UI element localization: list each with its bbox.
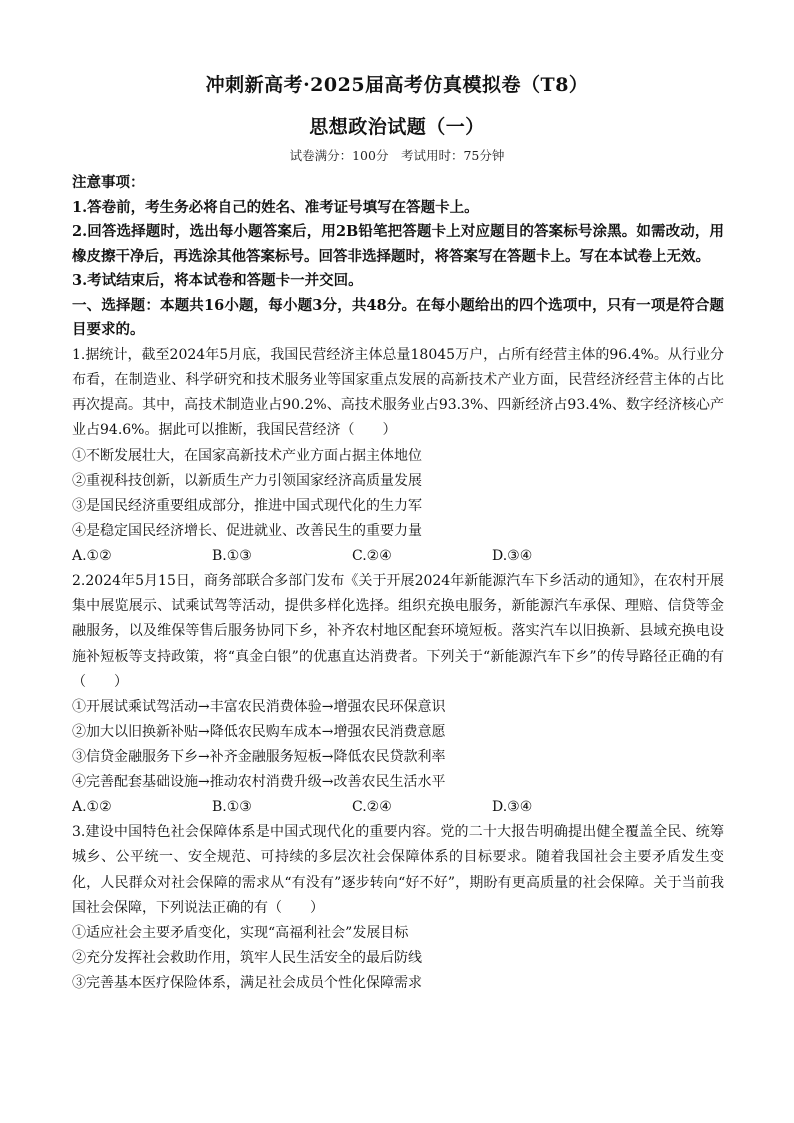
question-option: ①开展试乘试驾活动→丰富农民消费体验→增强农民环保意识 (72, 699, 446, 716)
question-stem: 2.2024年5月15日，商务部联合多部门发布《关于开展2024年新能源汽车下乡活动的通知》，在农村开展集中展览展示、试乘试驾等活动，提供多样化选择。组织充换电服务，新能源汽车承保、理赔、信贷等金融服务，以及维保等售后服务协同下乡，补齐农村地区配套环境短板。落实汽车以旧换新、县域充换电设施补短板等支持政策，将“真金白银”的优惠直达消费者。下列关于“新能源汽车下乡”的传导路径正确的有（ ） (72, 572, 724, 690)
answer-choices (72, 544, 724, 569)
exam-title: 冲刺新高考·2025届高考仿真模拟卷（T8） (205, 74, 589, 96)
question-option: ①适应社会主要矛盾变化，实现“高福利社会”发展目标 (72, 925, 409, 942)
question-stem: 3.建设中国特色社会保障体系是中国式现代化的重要内容。党的二十大报告明确提出健全覆盖全民、统筹城乡、公平统一、安全规范、可持续的多层次社会保障体系的目标要求。随着我国社会主要矛盾发生变化，人民群众对社会保障的需求从“有没有”逐步转向“好不好”，期盼有更高质量的社会保障。关于当前我国社会保障，下列说法正确的有（ ） (72, 824, 724, 917)
choice-d: D.③④ (492, 547, 533, 564)
choice-c: C.②④ (352, 799, 392, 816)
exam-info: 试卷满分：100分 考试用时：75分钟 (289, 148, 505, 163)
question-option: ③是国民经济重要组成部分，推进中国式现代化的生力军 (72, 497, 422, 514)
question-option: ②加大以旧换新补贴→降低农民购车成本→增强农民消费意愿 (72, 724, 446, 741)
exam-body (72, 171, 724, 996)
question-option: ②充分发挥社会救助作用，筑牢人民生活安全的最后防线 (72, 950, 422, 967)
question-option: ②重视科技创新，以新质生产力引领国家经济高质量发展 (72, 472, 422, 489)
question-option: ①不断发展壮大，在国家高新技术产业方面占据主体地位 (72, 447, 422, 464)
notice-item: 2.回答选择题时，选出每小题答案后，用2B铅笔把答题卡上对应题目的答案标号涂黑。如需改动，用橡皮擦干净后，再选涂其他答案标号。回答非选择题时，将答案写在答题卡上。写在本试卷上无效。 (72, 223, 724, 265)
choice-a: A.①② (72, 799, 112, 816)
question-stem: 1.据统计，截至2024年5月底，我国民营经济主体总量18045万户，占所有经营主体的96.4%。从行业分布看，在制造业、科学研究和技术服务业等国家重点发展的高新技术产业方面，民营经济经营主体的占比再次提高。其中，高技术制造业占90.2%、高技术服务业占93.3%、四新经济占93.4%、数字经济核心产业占94.6%。据此可以推断，我国民营经济（ ） (72, 346, 724, 439)
exam-subtitle: 思想政治试题（一） (309, 116, 485, 138)
question-option: ④是稳定国民经济增长、促进就业、改善民生的重要力量 (72, 522, 422, 539)
choice-b: B.①③ (212, 547, 252, 564)
notice-item: 3.考试结束后，将本试卷和答题卡一并交回。 (72, 272, 363, 289)
choice-c: C.②④ (352, 547, 392, 564)
choice-b: B.①③ (212, 799, 252, 816)
section-heading: 一、选择题：本题共16小题，每小题3分，共48分。在每小题给出的四个选项中，只有一项是符合题目要求的。 (72, 296, 724, 338)
question-option: ④完善配套基础设施→推动农村消费升级→改善农民生活水平 (72, 774, 446, 791)
choice-a: A.①② (72, 547, 112, 564)
notice-heading: 注意事项： (72, 174, 145, 191)
notice-item: 1.答卷前，考生务必将自己的姓名、准考证号填写在答题卡上。 (72, 198, 479, 216)
question-option: ③完善基本医疗保险体系，满足社会成员个性化保障需求 (72, 975, 422, 992)
answer-choices (72, 795, 724, 820)
question-option: ③信贷金融服务下乡→补齐金融服务短板→降低农民贷款利率 (72, 749, 446, 766)
choice-d: D.③④ (492, 799, 533, 816)
